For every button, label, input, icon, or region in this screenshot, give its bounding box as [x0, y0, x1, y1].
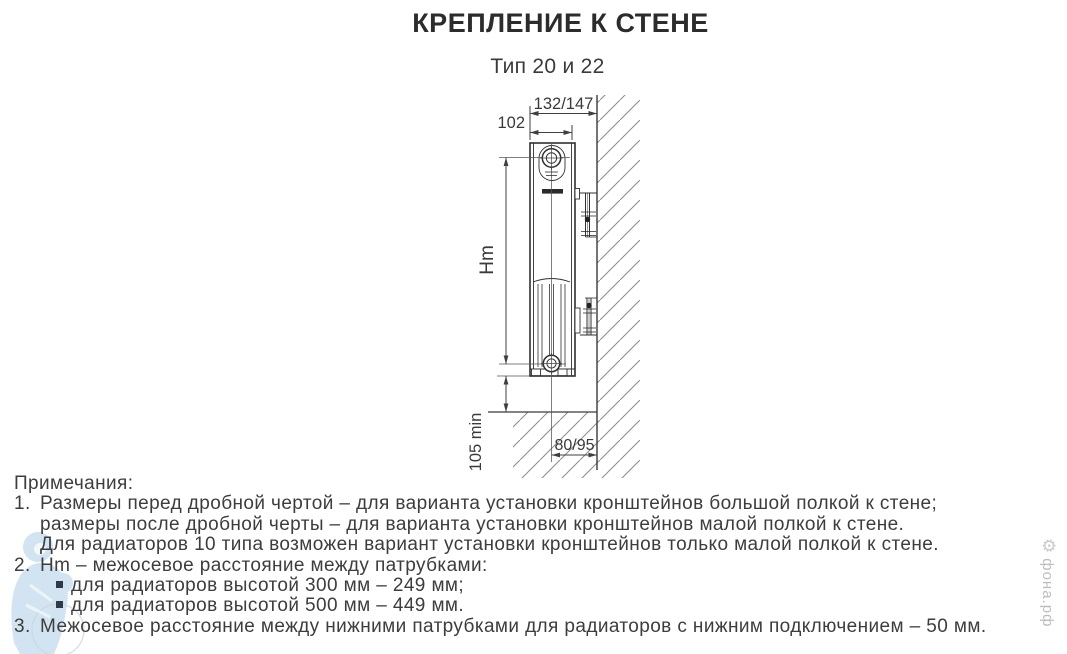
note-bullet-text: для радиаторов высотой 300 мм – 249 мм; [71, 575, 465, 597]
note-item-3 [14, 617, 1062, 637]
note-bullet-2 [56, 596, 1062, 616]
note-line: Межосевое расстояние между нижними патрубками для радиаторов с нижним подключением – 50 мм. [40, 615, 987, 637]
dim-depth-panel-label: 102 [497, 114, 525, 132]
note-line: Hm – межосевое расстояние между патрубками: [40, 554, 488, 576]
note-line: Размеры перед дробной чертой – для варианта установки кронштейнов большой полкой к стене; [40, 493, 938, 515]
note-bullet-text: для радиаторов высотой 500 мм – 449 мм. [71, 595, 465, 617]
note-line: Для радиаторов 10 типа возможен вариант установки кронштейнов только малой полкой к стене. [40, 534, 939, 556]
site-watermark-text: фона.рф [1039, 558, 1056, 628]
lower-bracket [580, 298, 597, 335]
notes-heading: Примечания: [14, 473, 134, 494]
upper-bracket [580, 193, 598, 237]
note-item-1 [14, 494, 1062, 555]
dim-floor-min-label: 105 min [467, 412, 485, 472]
note-number: 1. [14, 493, 31, 515]
square-bullet-icon [56, 601, 63, 608]
page-title: КРЕПЛЕНИЕ К СТЕНЕ [412, 8, 709, 38]
note-item-2 [14, 556, 1062, 617]
note-line: размеры после дробной черты – для варианта установки кронштейнов малой полкой к стене. [40, 513, 905, 535]
dim-wall-offset-label: 80/95 [554, 437, 595, 454]
mounting-diagram [440, 88, 670, 488]
note-number: 2. [14, 554, 31, 576]
gear-icon: ⚙ [1039, 538, 1058, 555]
square-bullet-icon [56, 581, 63, 588]
page-subtitle: Тип 20 и 22 [490, 55, 605, 78]
dim-axis-height-label: Hm [477, 245, 498, 275]
note-bullet-1 [56, 576, 1062, 596]
note-number: 3. [14, 615, 31, 637]
dim-depth-total-label: 132/147 [533, 95, 594, 113]
notes-block [14, 474, 1062, 637]
radiator-body [530, 143, 580, 376]
